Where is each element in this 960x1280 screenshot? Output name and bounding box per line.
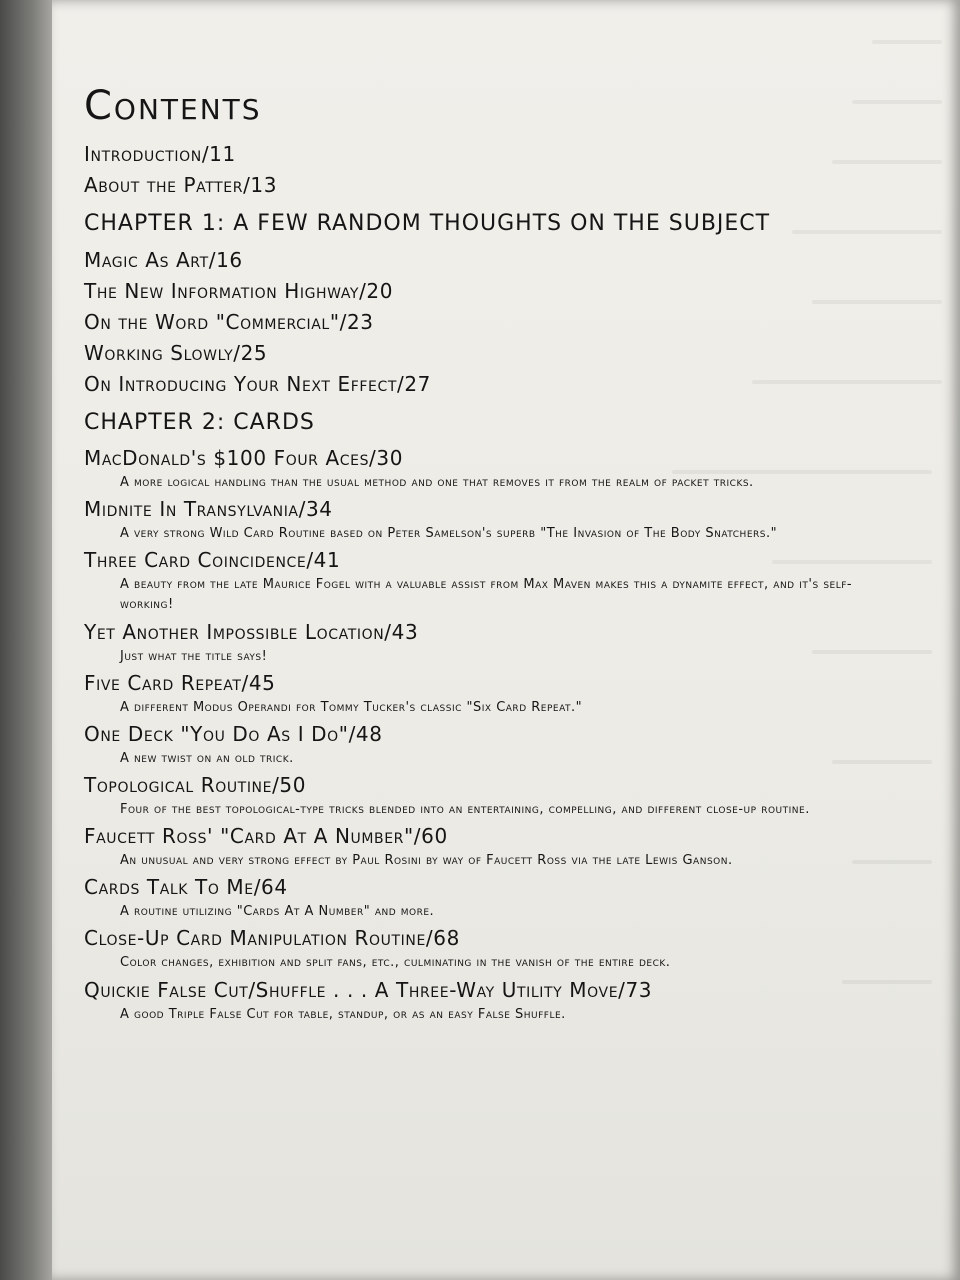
- toc-entry-title: Topological Routine/50: [84, 772, 307, 797]
- toc-entry-description: A routine utilizing "Cards At A Number" and more.: [120, 904, 435, 920]
- toc-entry-title: Yet Another Impossible Location/43: [84, 619, 419, 644]
- chapter-2-list: [84, 446, 924, 1025]
- toc-entry-description: A different Modus Operandi for Tommy Tucker's classic "Six Card Repeat.": [120, 699, 583, 715]
- chapter-1-heading: CHAPTER 1: A FEW RANDOM THOUGHTS ON THE SUBJECT: [84, 211, 771, 236]
- toc-entry-description: Color changes, exhibition and split fans, etc., culminating in the vanish of the entire deck.: [120, 955, 671, 971]
- toc-entry-title: Three Card Coincidence/41: [84, 548, 341, 573]
- toc-entry-title: Cards Talk To Me/64: [84, 875, 288, 900]
- toc-entry: The New Information Highway/20: [84, 278, 394, 303]
- toc-entry-title: Faucett Ross' "Card At A Number"/60: [84, 824, 448, 849]
- toc-entry: [84, 548, 924, 615]
- toc-entry-about-patter: About the Patter/13: [84, 173, 278, 197]
- contents-title: Contents: [84, 83, 262, 129]
- toc-entry: On Introducing Your Next Effect/27: [84, 371, 431, 396]
- toc-entry: [84, 497, 924, 544]
- toc-entry: [84, 446, 924, 493]
- book-spine-shadow: [0, 0, 60, 1280]
- toc-entry-title: Midnite In Transylvania/34: [84, 497, 333, 522]
- toc-entry-title: Close-Up Card Manipulation Routine/68: [84, 926, 460, 951]
- toc-entry: [84, 978, 924, 1025]
- toc-entry: Magic As Art/16: [84, 247, 243, 272]
- toc-entry: [84, 773, 924, 820]
- toc-entry: [84, 620, 924, 667]
- toc-entry-title: Quickie False Cut/Shuffle . . . A Three-Way Utility Move/73: [84, 977, 653, 1002]
- toc-entry-title: Five Card Repeat/45: [84, 670, 276, 695]
- toc-entry-description: An unusual and very strong effect by Paul Rosini by way of Faucett Ross via the late Lewis Ganson.: [120, 853, 733, 869]
- toc-entry-title: MacDonald's $100 Four Aces/30: [84, 446, 404, 470]
- toc-entry-description: A new twist on an old trick.: [120, 750, 294, 766]
- toc-entry-description: A beauty from the late Maurice Fogel with a valuable assist from Max Maven makes this a dynamite effect, and it's self-working!: [120, 577, 853, 613]
- toc-entry-description: Just what the title says!: [120, 648, 268, 664]
- chapter-1-list: [84, 248, 924, 397]
- toc-entry-description: A very strong Wild Card Routine based on Peter Samelson's superb "The Invasion of The Body Snatchers.": [120, 526, 778, 542]
- toc-entry: [84, 875, 924, 922]
- table-of-contents: [84, 84, 924, 1029]
- toc-entry-description: A more logical handling than the usual method and one that removes it from the realm of packet tricks.: [120, 475, 754, 490]
- toc-entry: [84, 824, 924, 871]
- front-matter-list: [84, 142, 924, 198]
- toc-entry: [84, 671, 924, 718]
- toc-entry: On the Word "Commercial"/23: [84, 309, 374, 334]
- toc-entry-description: A good Triple False Cut for table, standup, or as an easy False Shuffle.: [120, 1006, 566, 1022]
- toc-entry-description: Four of the best topological-type tricks blended into an entertaining, compelling, and different close-up routine.: [120, 801, 810, 817]
- toc-entry: [84, 722, 924, 769]
- toc-entry-title: One Deck "You Do As I Do"/48: [84, 721, 383, 746]
- toc-entry: [84, 926, 924, 973]
- toc-entry-introduction: Introduction/11: [84, 142, 236, 166]
- chapter-2-heading: CHAPTER 2: CARDS: [84, 409, 315, 435]
- toc-entry: Working Slowly/25: [84, 340, 268, 365]
